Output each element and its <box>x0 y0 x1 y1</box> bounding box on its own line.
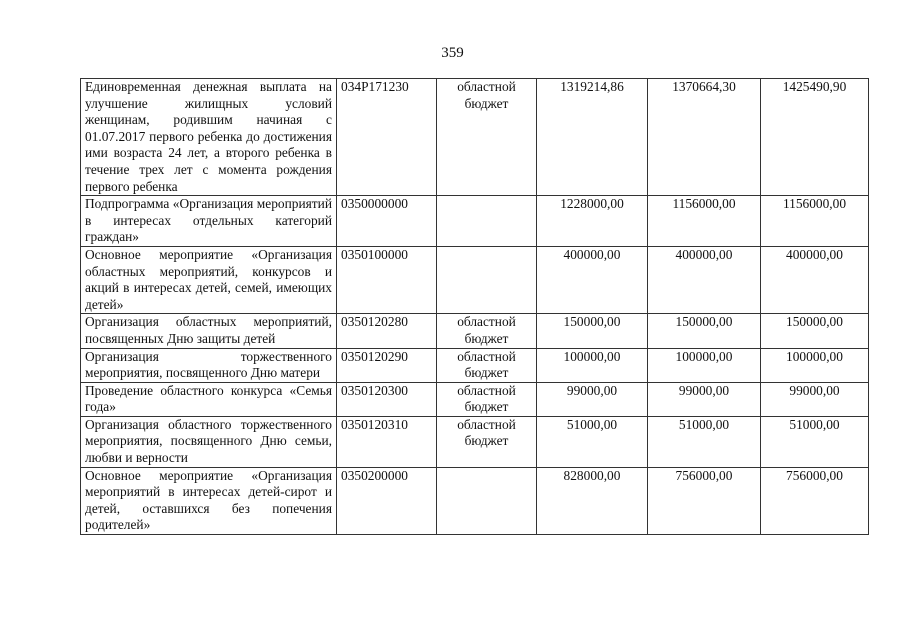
table-row <box>81 79 869 196</box>
row-code: 0350000000 <box>337 196 437 247</box>
row-source <box>437 196 537 247</box>
row-amount-year2: 51000,00 <box>648 416 761 467</box>
row-amount-year1: 400000,00 <box>537 246 648 313</box>
row-amount-year3: 1425490,90 <box>761 79 869 196</box>
row-code: 0350120300 <box>337 382 437 416</box>
row-source <box>437 467 537 534</box>
row-amount-year1: 828000,00 <box>537 467 648 534</box>
row-amount-year3: 99000,00 <box>761 382 869 416</box>
row-name: Организация областного торжественного мероприятия, посвященного Дню семьи, любви и верности <box>81 416 337 467</box>
row-code: 0350120280 <box>337 314 437 348</box>
row-source: областной бюджет <box>437 382 537 416</box>
row-amount-year3: 150000,00 <box>761 314 869 348</box>
row-amount-year2: 756000,00 <box>648 467 761 534</box>
row-source: областной бюджет <box>437 416 537 467</box>
row-amount-year2: 99000,00 <box>648 382 761 416</box>
row-code: 0350200000 <box>337 467 437 534</box>
row-amount-year3: 100000,00 <box>761 348 869 382</box>
row-source: областной бюджет <box>437 79 537 196</box>
row-amount-year2: 150000,00 <box>648 314 761 348</box>
table-row <box>81 246 869 313</box>
row-source: областной бюджет <box>437 348 537 382</box>
row-source <box>437 246 537 313</box>
page-number: 359 <box>441 45 464 61</box>
row-amount-year1: 100000,00 <box>537 348 648 382</box>
row-amount-year1: 150000,00 <box>537 314 648 348</box>
row-amount-year2: 1156000,00 <box>648 196 761 247</box>
row-amount-year3: 756000,00 <box>761 467 869 534</box>
row-name: Организация областных мероприятий, посвященных Дню защиты детей <box>81 314 337 348</box>
row-name: Основное мероприятие «Организация мероприятий в интересах детей-сирот и детей, оставшихся без попечения родителей» <box>81 467 337 534</box>
row-amount-year1: 51000,00 <box>537 416 648 467</box>
table-row <box>81 382 869 416</box>
row-name: Организация торжественного мероприятия, посвященного Дню матери <box>81 348 337 382</box>
row-amount-year2: 100000,00 <box>648 348 761 382</box>
row-amount-year1: 1228000,00 <box>537 196 648 247</box>
row-code: 0350100000 <box>337 246 437 313</box>
row-name: Основное мероприятие «Организация областных мероприятий, конкурсов и акций в интересах детей, семей, имеющих детей» <box>81 246 337 313</box>
row-amount-year3: 400000,00 <box>761 246 869 313</box>
table-row <box>81 196 869 247</box>
table-row <box>81 467 869 534</box>
row-amount-year2: 1370664,30 <box>648 79 761 196</box>
budget-table <box>80 78 869 535</box>
row-source: областной бюджет <box>437 314 537 348</box>
row-code: 034P171230 <box>337 79 437 196</box>
table-row <box>81 416 869 467</box>
row-name: Единовременная денежная выплата на улучшение жилищных условий женщинам, родившим начиная с 01.07.2017 первого ребенка до достижения ими возраста 24 лет, а второго ребенка в течение трех лет с момента рождения первого ребенка <box>81 79 337 196</box>
row-code: 0350120290 <box>337 348 437 382</box>
row-amount-year1: 99000,00 <box>537 382 648 416</box>
row-amount-year3: 1156000,00 <box>761 196 869 247</box>
row-amount-year1: 1319214,86 <box>537 79 648 196</box>
table-row <box>81 314 869 348</box>
row-amount-year2: 400000,00 <box>648 246 761 313</box>
row-name: Подпрограмма «Организация мероприятий в интересах отдельных категорий граждан» <box>81 196 337 247</box>
row-amount-year3: 51000,00 <box>761 416 869 467</box>
table-row <box>81 348 869 382</box>
row-code: 0350120310 <box>337 416 437 467</box>
row-name: Проведение областного конкурса «Семья года» <box>81 382 337 416</box>
